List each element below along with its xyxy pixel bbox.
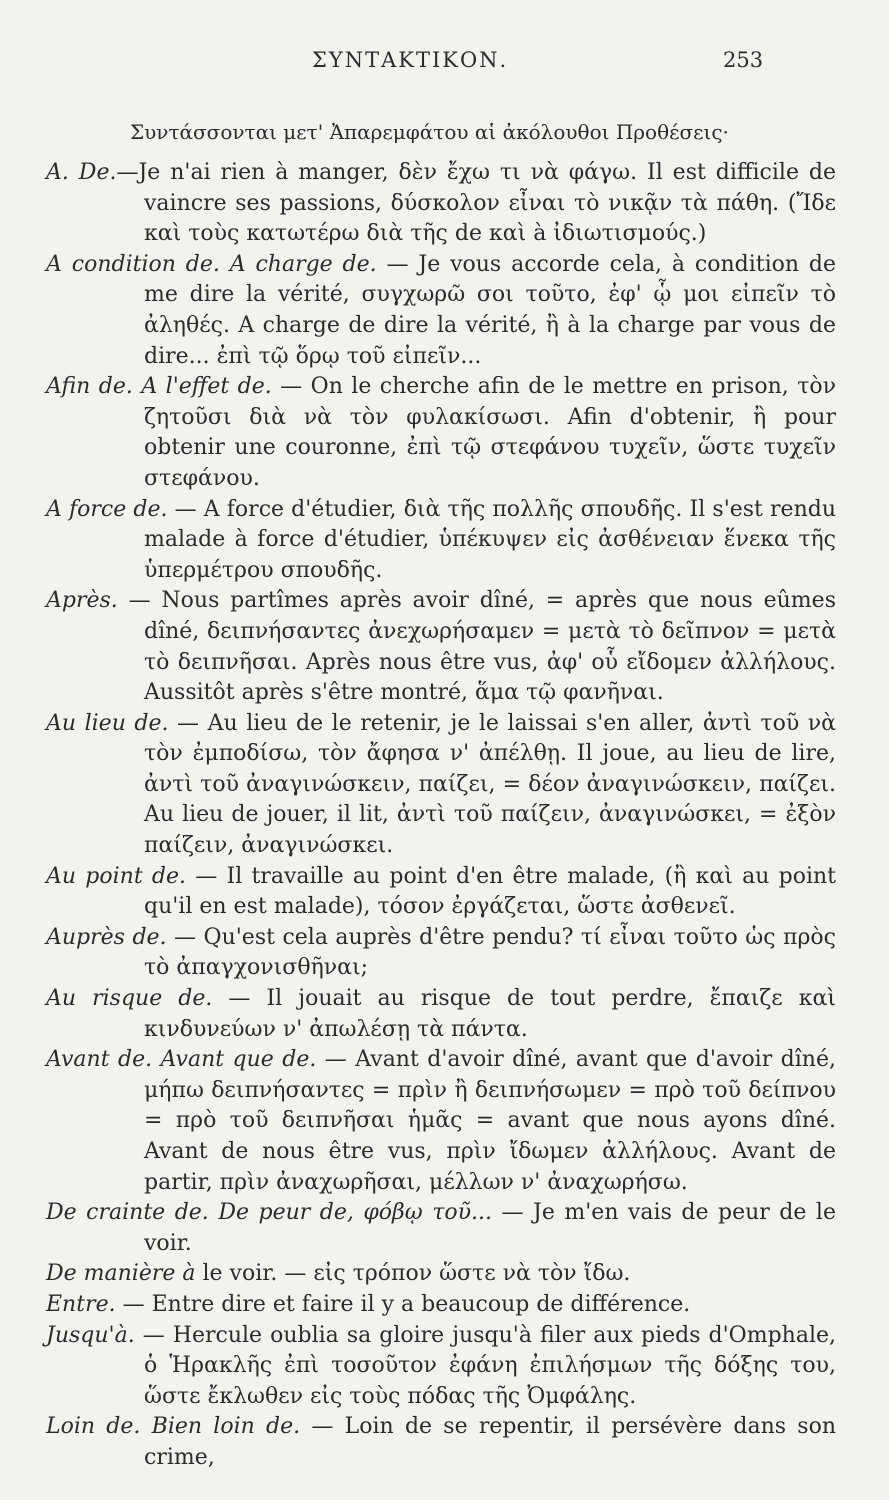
entry-text: A force d'étudier, διὰ τῆς πολλῆς σπουδῆς. Il s'est rendu malade à force d'étudier, ὑπέκυψεν εἰς ἀσθένειαν ἕνεκα τῆς ὑπερμέτρου σπουδῆς. [144, 496, 836, 583]
entry [46, 250, 836, 372]
entry-term: Au risque de. [46, 986, 213, 1012]
entry [46, 495, 836, 587]
page-number: 253 [723, 48, 764, 72]
entry-separator: — [271, 374, 311, 400]
entry-term: Avant de. Avant que de. [46, 1047, 317, 1073]
entry-term: Après. [46, 588, 118, 614]
entry [46, 1045, 836, 1198]
entry [46, 586, 836, 708]
entry [46, 923, 836, 984]
entry-separator: — [116, 160, 139, 185]
entry-separator: — [212, 986, 267, 1012]
entry-text: Il jouait au risque de tout perdre, ἔπαιζε καὶ κινδυνεύων ν' ἀπωλέσῃ τὰ πάντα. [144, 986, 836, 1042]
entry-text: Je vous accorde cela, à condition de me dire la vérité, συγχωρῶ σοι τοῦτο, ἐφ' ᾧ μοι εἰπεῖν τὸ ἀληθές. A charge de dire la vérité, ἢ à la charge par vous de dire... ἐπὶ τῷ ὅρῳ τοῦ εἰπεῖν... [144, 251, 837, 369]
running-head [0, 44, 889, 78]
entry-separator: — [492, 1200, 534, 1226]
entry-separator: — [300, 1414, 345, 1440]
running-title: ΣΥΝΤΑΚΤΙΚΟΝ. [312, 48, 509, 72]
entry-term: Loin de. Bien loin de. [46, 1414, 301, 1440]
entry-text: Il travaille au point d'en être malade, (ἢ καὶ au point qu'il en est malade), τόσον ἐργάζεται, ὥστε ἀσθενεῖ. [144, 863, 837, 920]
entry-text: Au lieu de le retenir, je le laissai s'en aller, ἀντὶ τοῦ νὰ τὸν ἐμποδίσω, τὸν ἄφησα ν' ἀπέλθῃ. Il joue, au lieu de lire, ἀντὶ τοῦ ἀναγινώσκειν, παίζει, = δέον ἀναγινώσκειν, παίζει. Au lieu de jouer, il lit, ἀντὶ τοῦ παίζειν, ἀναγινώσκει, = ἐξὸν παίζειν, ἀναγινώσκει. [144, 710, 836, 859]
entry-separator: — [117, 588, 162, 614]
entry-separator: — [115, 1291, 152, 1317]
entry-text: Avant d'avoir dîné, avant que d'avoir dîné, μήπω δειπνήσαντες = πρὶν ἢ δειπνήσωμεν = πρὸ τοῦ δείπνου = πρὸ τοῦ δειπνῆσαι ἡμᾶς = avant que nous ayons dîné. Avant de nous être vus, πρὶν ἴδωμεν ἀλλήλους. Avant de partir, πρὶν ἀναχωρῆσαι, μέλλων ν' ἀναχωρήσω. [144, 1047, 836, 1195]
entry [46, 1321, 836, 1413]
entry-term: De crainte de. De peur de, φόβῳ τοῦ... [46, 1200, 492, 1226]
entry-separator: — [186, 863, 227, 889]
entry-text: Je m'en vais de peur de le voir. [144, 1200, 836, 1256]
entry-text: le voir. — εἰς τρόπον ὥστε νὰ τὸν ἴδω. [202, 1261, 631, 1287]
section-heading: Συντάσσονται μετ' Ἀπαρεμφάτου αἱ ἀκόλουθοι Προθέσεις· [130, 120, 729, 144]
entry [46, 372, 836, 494]
entry-text: Nous partîmes après avoir dîné, = après que nous eûmes dîné, δειπνήσαντες ἀνεχωρήσαμεν = μετὰ τὸ δεῖπνον = μετὰ τὸ δειπνῆσαι. Après nous être vus, ἀφ' οὗ εἴδομεν ἀλλήλους. Aussitôt après s'être montré, ἅμα τῷ φανῆναι. [144, 588, 836, 706]
entry-separator [196, 1261, 203, 1286]
entry-separator: — [316, 1047, 356, 1073]
entry [46, 862, 836, 923]
entry-text: Loin de se repentir, il persévère dans son crime, [144, 1414, 836, 1470]
entry-text: Qu'est cela auprès d'être pendu? τί εἶναι τοῦτο ὡς πρὸς τὸ ἀπαγχονισθῆναι; [144, 924, 836, 981]
entry-text: Je n'ai rien à manger, δὲν ἔχω τι νὰ φάγω. Il est difficile de vaincre ses passions, δύσκολον εἶναι τὸ νικᾷν τὰ πάθη. (Ἴδε καὶ τοὺς κατωτέρω διὰ τῆς de καὶ à ἰδιωτισμούς.) [138, 160, 836, 247]
entry-separator: — [167, 496, 204, 522]
entry-text: Entre dire et faire il y a beaucoup de différence. [151, 1291, 691, 1317]
entry-term: A force de. [46, 496, 168, 522]
entry-separator: — [376, 251, 419, 277]
entry [46, 1412, 836, 1473]
entry [46, 709, 836, 862]
entry-term: Jusqu'à. [46, 1322, 135, 1348]
entry-term: Entre. [46, 1291, 116, 1317]
entry-list [46, 158, 836, 1474]
entry-term: De manière à [46, 1261, 196, 1287]
entry [46, 158, 836, 250]
entry-text: Hercule oublia sa gloire jusqu'à filer aux pieds d'Omphale, ὁ Ἡρακλῆς ἐπὶ τοσοῦτον ἐφάνη ἐπιλήσμων τῆς δόξης του, ὥστε ἔκλωθεν εἰς τοὺς πόδας τῆς Ὀμφάλης. [144, 1322, 836, 1409]
entry-separator: — [168, 710, 208, 736]
entry-term: A condition de. A charge de. [46, 251, 377, 277]
entry-term: Auprès de. [46, 924, 167, 950]
entry-term: Au lieu de. [46, 710, 169, 736]
entry-separator: — [166, 924, 204, 950]
entry-separator: — [134, 1322, 173, 1348]
entry-text: On le cherche afin de le mettre en prison, τὸν ζητοῦσι διὰ νὰ τὸν φυλακίσωσι. Afin d'obtenir, ἢ pour obtenir une couronne, ἐπὶ τῷ στεφάνου τυχεῖν, ὥστε τυχεῖν στεφάνου. [144, 374, 836, 491]
entry [46, 1290, 836, 1321]
entry [46, 984, 836, 1045]
entry [46, 1259, 836, 1290]
entry [46, 1198, 836, 1259]
entry-term: A. De. [46, 160, 117, 185]
entry-term: Afin de. A l'effet de. [46, 374, 272, 400]
entry-term: Au point de. [46, 863, 187, 889]
